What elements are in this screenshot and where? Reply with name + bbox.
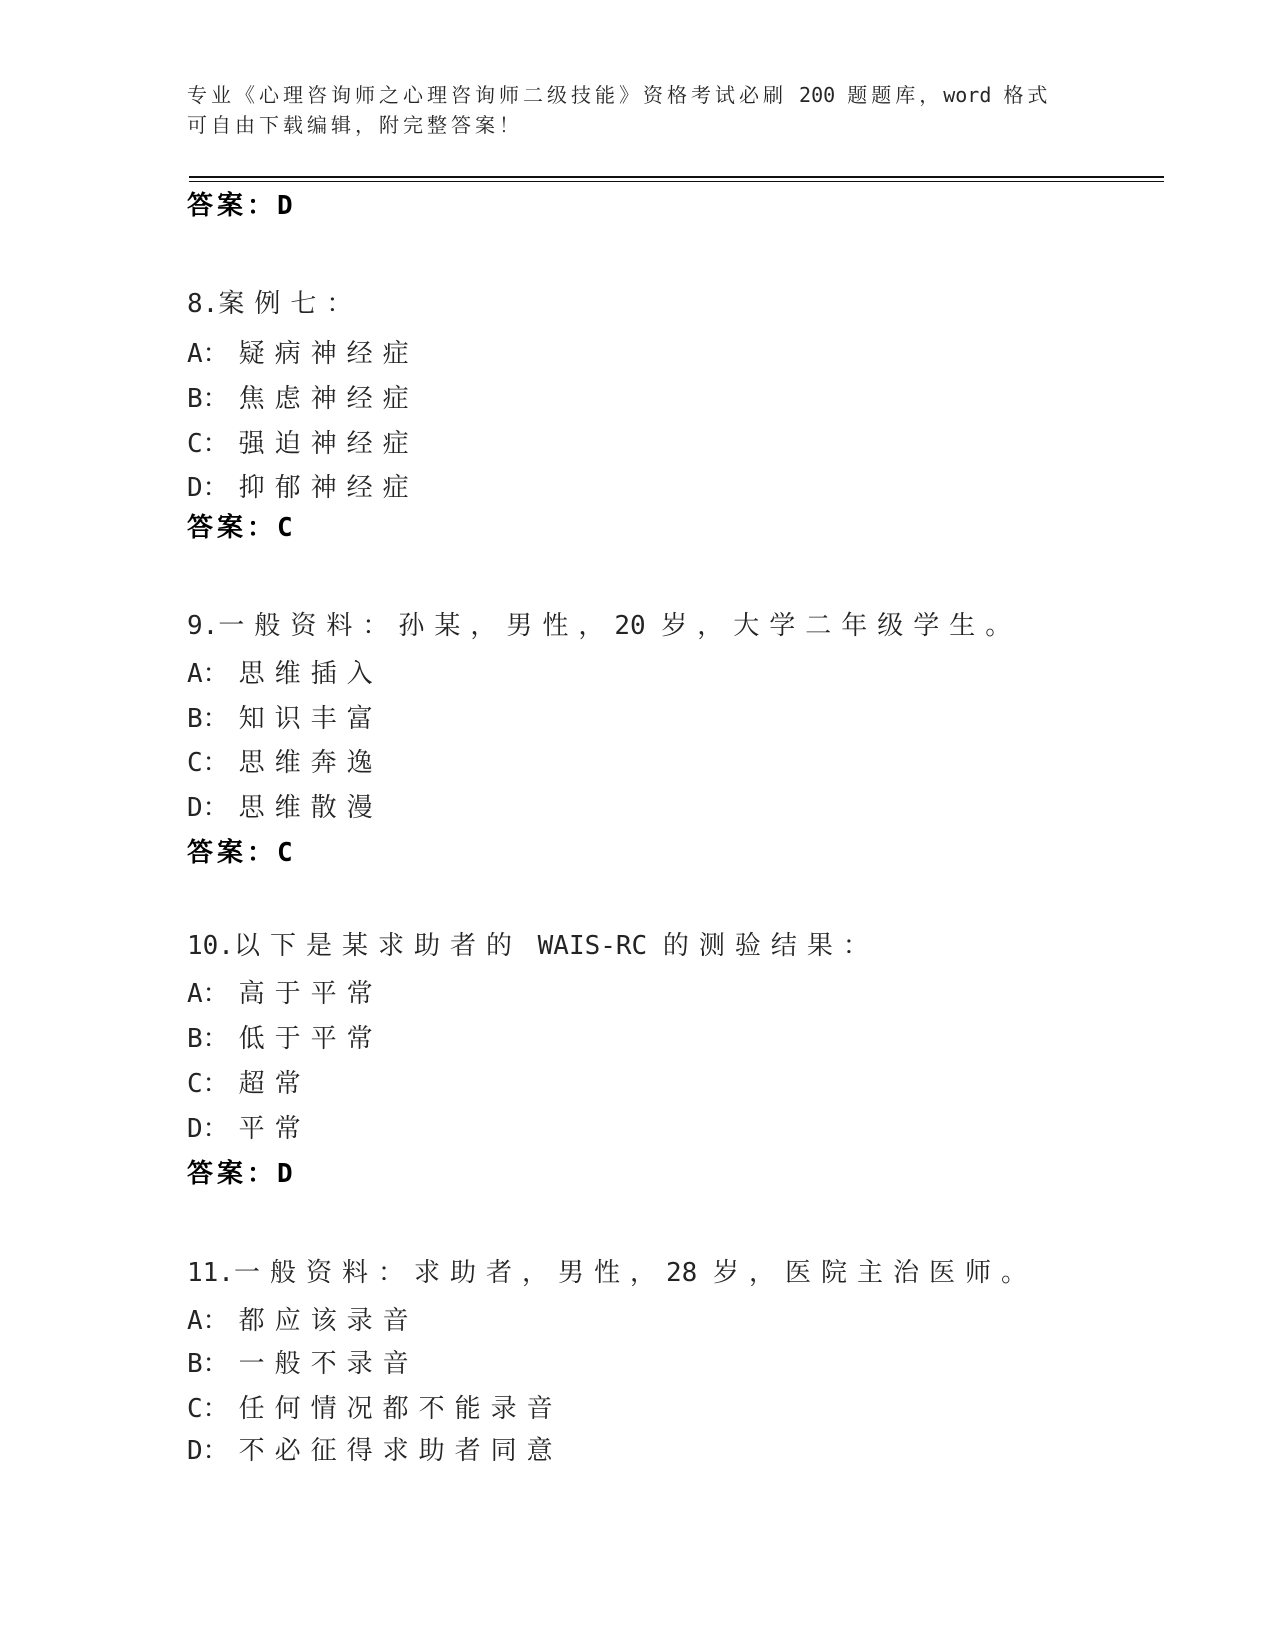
- question-11-option-c: C：任何情况都不能录音: [187, 1394, 563, 1424]
- question-10-answer: 答案：D: [187, 1159, 293, 1189]
- question-8-option-b: B：焦虑神经症: [187, 384, 419, 414]
- question-8-stem: 8.案例七：: [187, 289, 363, 319]
- question-11-option-b: B：一般不录音: [187, 1349, 419, 1379]
- previous-question-answer: 答案：D: [187, 191, 293, 221]
- question-9-option-d: D：思维散漫: [187, 793, 383, 823]
- question-9-stem: 9.一般资料：孙某，男性，20 岁，大学二年级学生。: [187, 611, 1022, 641]
- question-9-option-c: C：思维奔逸: [187, 748, 383, 778]
- question-11-option-a: A：都应该录音: [187, 1306, 419, 1336]
- question-8-option-a: A：疑病神经症: [187, 339, 419, 369]
- question-10-option-d: D：平常: [187, 1114, 311, 1144]
- question-9-answer: 答案：C: [187, 838, 293, 868]
- header-line-2: 可自由下载编辑，附完整答案！: [187, 113, 523, 137]
- header-divider-rule: [189, 176, 1164, 182]
- question-10-stem: 10.以下是某求助者的 WAIS-RC 的测验结果：: [187, 931, 879, 961]
- question-9-option-a: A：思维插入: [187, 659, 383, 689]
- question-11-stem: 11.一般资料：求助者，男性，28 岁，医院主治医师。: [187, 1258, 1037, 1288]
- question-10-option-b: B：低于平常: [187, 1024, 383, 1054]
- header-line-1: 专业《心理咨询师之心理咨询师二级技能》资格考试必刷 200 题题库，word 格式: [187, 83, 1052, 107]
- question-10-option-a: A：高于平常: [187, 979, 383, 1009]
- question-10-option-c: C：超常: [187, 1069, 311, 1099]
- question-8-answer: 答案：C: [187, 513, 293, 543]
- question-8-option-d: D：抑郁神经症: [187, 473, 419, 503]
- question-9-option-b: B：知识丰富: [187, 704, 383, 734]
- question-11-option-d: D：不必征得求助者同意: [187, 1436, 563, 1466]
- question-8-option-c: C：强迫神经症: [187, 429, 419, 459]
